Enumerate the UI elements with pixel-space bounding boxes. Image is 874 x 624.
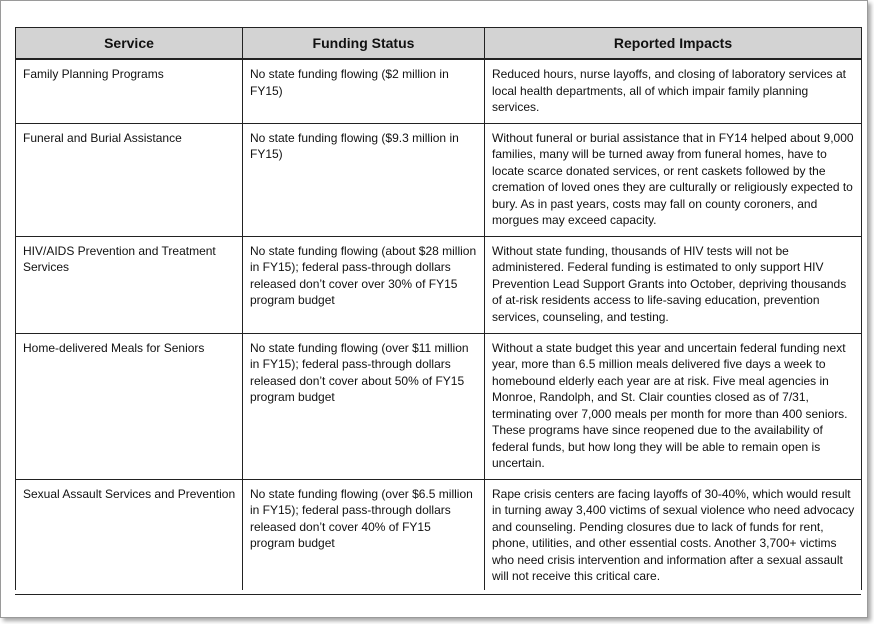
service-cell: Funeral and Burial Assistance [16, 123, 243, 236]
funding-status-cell: No state funding flowing (over $6.5 million in FY15); federal pass-through dollars released don’t cover 40% of FY15 program budget [243, 479, 485, 590]
funding-status-cell: No state funding flowing (about $28 million in FY15); federal pass-through dollars released don’t cover over 30% of FY15 program budget [243, 236, 485, 333]
reported-impacts-cell: Without a state budget this year and uncertain federal funding next year, more than 6.5 million meals delivered five days a week to homebound elderly each year are at risk. Five meal agencies in Monroe, Randolph, and St. Clair counties closed as of 7/31, terminating over 7,000 meals per month for more than 400 seniors. These programs have since reopened due to the availability of federal funds, but how long they will be able to remain open is uncertain. [485, 333, 862, 479]
funding-impacts-table [15, 27, 862, 590]
service-cell: Family Planning Programs [16, 59, 243, 123]
service-cell: Sexual Assault Services and Prevention [16, 479, 243, 590]
table-row [16, 333, 862, 479]
service-cell: HIV/AIDS Prevention and Treatment Services [16, 236, 243, 333]
header-reported-impacts: Reported Impacts [485, 28, 862, 60]
table-row [16, 236, 862, 333]
funding-status-cell: No state funding flowing (over $11 million in FY15); federal pass-through dollars released don’t cover about 50% of FY15 program budget [243, 333, 485, 479]
table-row [16, 123, 862, 236]
reported-impacts-cell: Reduced hours, nurse layoffs, and closing of laboratory services at local health departments, all of which impair family planning services. [485, 59, 862, 123]
service-cell: Home-delivered Meals for Seniors [16, 333, 243, 479]
reported-impacts-cell: Without funeral or burial assistance that in FY14 helped about 9,000 families, many will be turned away from funeral homes, have to locate scarce donated services, or rent caskets followed by the cremation of loved ones they are culturally or religiously expected to bury. As in past years, costs may fall on county coroners, and morgues may exceed capacity. [485, 123, 862, 236]
header-funding-status: Funding Status [243, 28, 485, 60]
reported-impacts-cell: Without state funding, thousands of HIV tests will not be administered. Federal funding is estimated to only support HIV Prevention Lead Support Grants into October, depriving thousands of at-risk residents access to life-saving education, prevention services, counseling, and testing. [485, 236, 862, 333]
table-row [16, 59, 862, 123]
table-bottom-border [15, 594, 861, 595]
header-service: Service [16, 28, 243, 60]
table-row [16, 479, 862, 590]
reported-impacts-cell: Rape crisis centers are facing layoffs of 30-40%, which would result in turning away 3,400 victims of sexual violence who need advocacy and counseling. Pending closures due to lack of funds for rent, phone, utilities, and other essential costs. Another 3,700+ victims who need crisis intervention and information after a sexual assault will not receive this critical care. [485, 479, 862, 590]
funding-status-cell: No state funding flowing ($2 million in FY15) [243, 59, 485, 123]
funding-status-cell: No state funding flowing ($9.3 million in FY15) [243, 123, 485, 236]
table-header-row [16, 28, 862, 60]
